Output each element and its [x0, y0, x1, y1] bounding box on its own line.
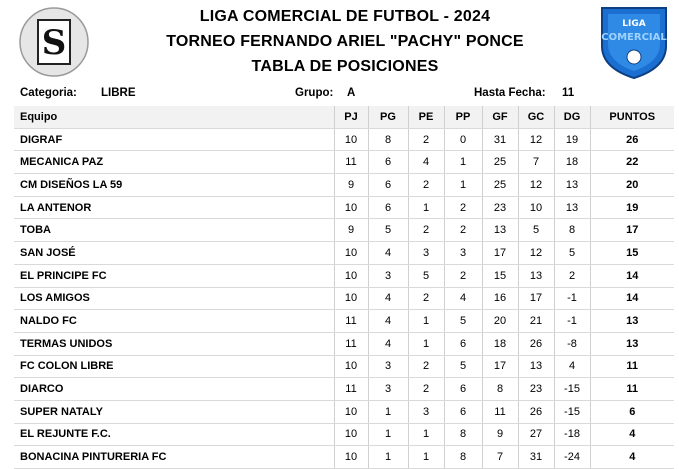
cell-team: SAN JOSÉ	[14, 242, 334, 265]
cell-gf: 9	[482, 423, 518, 446]
header	[0, 0, 679, 84]
column-header-pp: PP	[444, 106, 482, 128]
table-body	[14, 128, 674, 468]
liga-comercial-shield-icon	[596, 2, 672, 80]
cell-team: BONACINA PINTURERIA FC	[14, 446, 334, 469]
cell-pj: 10	[334, 287, 368, 310]
cell-dg: 2	[554, 264, 590, 287]
cell-puntos: 11	[590, 355, 674, 378]
cell-dg: 19	[554, 128, 590, 151]
cell-team: LA ANTENOR	[14, 196, 334, 219]
cell-pe: 2	[408, 378, 444, 401]
cell-gc: 21	[518, 310, 554, 333]
cell-pp: 2	[444, 196, 482, 219]
cell-gf: 25	[482, 151, 518, 174]
cell-pe: 5	[408, 264, 444, 287]
cell-gc: 7	[518, 151, 554, 174]
table-row	[14, 242, 674, 265]
cell-pg: 4	[368, 310, 408, 333]
cell-pj: 11	[334, 151, 368, 174]
cell-gc: 26	[518, 400, 554, 423]
cell-puntos: 20	[590, 174, 674, 197]
title-block	[110, 4, 580, 79]
cell-gf: 15	[482, 264, 518, 287]
cell-gf: 18	[482, 332, 518, 355]
table-row	[14, 287, 674, 310]
cell-pg: 1	[368, 446, 408, 469]
cell-team: NALDO FC	[14, 310, 334, 333]
cell-team: DIGRAF	[14, 128, 334, 151]
cell-pp: 1	[444, 151, 482, 174]
table-row	[14, 151, 674, 174]
cell-pj: 10	[334, 400, 368, 423]
column-header-gf: GF	[482, 106, 518, 128]
cell-pj: 9	[334, 174, 368, 197]
column-header-pe: PE	[408, 106, 444, 128]
cell-puntos: 11	[590, 378, 674, 401]
cell-dg: 13	[554, 174, 590, 197]
table-row	[14, 264, 674, 287]
cell-pg: 4	[368, 332, 408, 355]
cell-gc: 26	[518, 332, 554, 355]
cell-pg: 1	[368, 423, 408, 446]
cell-pe: 2	[408, 174, 444, 197]
table-header-row	[14, 106, 674, 128]
cell-pj: 11	[334, 378, 368, 401]
cell-gf: 11	[482, 400, 518, 423]
cell-gc: 12	[518, 174, 554, 197]
cell-pp: 3	[444, 242, 482, 265]
cell-puntos: 14	[590, 264, 674, 287]
cell-team: SUPER NATALY	[14, 400, 334, 423]
cell-pe: 1	[408, 446, 444, 469]
cell-dg: 5	[554, 242, 590, 265]
cell-puntos: 13	[590, 332, 674, 355]
cell-team: CM DISEÑOS LA 59	[14, 174, 334, 197]
cell-puntos: 26	[590, 128, 674, 151]
table-row	[14, 423, 674, 446]
table-row	[14, 400, 674, 423]
cell-pp: 8	[444, 446, 482, 469]
cell-puntos: 19	[590, 196, 674, 219]
cell-dg: -15	[554, 378, 590, 401]
column-header-pg: PG	[368, 106, 408, 128]
cell-puntos: 4	[590, 423, 674, 446]
cell-team: LOS AMIGOS	[14, 287, 334, 310]
cell-team: EL REJUNTE F.C.	[14, 423, 334, 446]
cell-pe: 2	[408, 355, 444, 378]
cell-pg: 3	[368, 264, 408, 287]
column-header-puntos: PUNTOS	[590, 106, 674, 128]
tournament-title: TORNEO FERNANDO ARIEL "PACHY" PONCE	[166, 33, 524, 50]
cell-gc: 12	[518, 128, 554, 151]
cell-gf: 31	[482, 128, 518, 151]
cell-gc: 10	[518, 196, 554, 219]
cell-puntos: 13	[590, 310, 674, 333]
cell-pp: 5	[444, 355, 482, 378]
cell-pp: 6	[444, 400, 482, 423]
cell-dg: -18	[554, 423, 590, 446]
cell-pp: 4	[444, 287, 482, 310]
cell-gf: 25	[482, 174, 518, 197]
cell-gc: 13	[518, 355, 554, 378]
svg-text:COMERCIAL: COMERCIAL	[601, 32, 667, 43]
cell-team: EL PRINCIPE FC	[14, 264, 334, 287]
cell-puntos: 6	[590, 400, 674, 423]
table-row	[14, 378, 674, 401]
cell-pe: 1	[408, 310, 444, 333]
cell-pg: 4	[368, 287, 408, 310]
cell-puntos: 14	[590, 287, 674, 310]
cell-pg: 1	[368, 400, 408, 423]
cell-pp: 6	[444, 378, 482, 401]
cell-pe: 3	[408, 400, 444, 423]
cell-pe: 3	[408, 242, 444, 265]
column-header-pj: PJ	[334, 106, 368, 128]
cell-dg: 8	[554, 219, 590, 242]
cell-pj: 10	[334, 446, 368, 469]
cell-gc: 5	[518, 219, 554, 242]
info-bar	[0, 84, 679, 104]
fecha-value: 11	[562, 87, 575, 99]
standings-table	[14, 106, 674, 469]
cell-team: TERMAS UNIDOS	[14, 332, 334, 355]
cell-pj: 10	[334, 355, 368, 378]
cell-puntos: 4	[590, 446, 674, 469]
cell-pg: 3	[368, 378, 408, 401]
cell-gf: 20	[482, 310, 518, 333]
cell-dg: -1	[554, 287, 590, 310]
cell-gf: 17	[482, 355, 518, 378]
cell-pg: 5	[368, 219, 408, 242]
cell-dg: -8	[554, 332, 590, 355]
cell-pe: 2	[408, 287, 444, 310]
categoria-value: LIBRE	[101, 87, 136, 99]
cell-pj: 10	[334, 264, 368, 287]
cell-pp: 1	[444, 174, 482, 197]
cell-gf: 16	[482, 287, 518, 310]
cell-gf: 8	[482, 378, 518, 401]
cell-pe: 2	[408, 219, 444, 242]
cell-pe: 1	[408, 423, 444, 446]
cell-team: TOBA	[14, 219, 334, 242]
categoria-label: Categoria:	[20, 87, 77, 99]
cell-puntos: 22	[590, 151, 674, 174]
cell-team: DIARCO	[14, 378, 334, 401]
fecha-label: Hasta Fecha:	[474, 87, 546, 99]
cell-team: FC COLON LIBRE	[14, 355, 334, 378]
cell-gc: 17	[518, 287, 554, 310]
cell-gf: 7	[482, 446, 518, 469]
league-title: LIGA COMERCIAL DE FUTBOL - 2024	[199, 8, 491, 25]
cell-pj: 10	[334, 196, 368, 219]
cell-pg: 6	[368, 151, 408, 174]
svg-text:S: S	[41, 23, 67, 63]
cell-pj: 10	[334, 242, 368, 265]
cell-pe: 1	[408, 332, 444, 355]
cell-pe: 4	[408, 151, 444, 174]
table-row	[14, 196, 674, 219]
cell-dg: 13	[554, 196, 590, 219]
cell-pj: 10	[334, 423, 368, 446]
svg-text:LIGA: LIGA	[622, 19, 646, 29]
cell-gf: 17	[482, 242, 518, 265]
cell-pp: 2	[444, 264, 482, 287]
table-row	[14, 310, 674, 333]
cell-gc: 31	[518, 446, 554, 469]
cell-dg: 4	[554, 355, 590, 378]
cell-pp: 0	[444, 128, 482, 151]
grupo-value: A	[347, 87, 356, 99]
cell-pj: 10	[334, 128, 368, 151]
cell-pp: 5	[444, 310, 482, 333]
cell-gf: 23	[482, 196, 518, 219]
cell-puntos: 15	[590, 242, 674, 265]
table-title: TABLA DE POSICIONES	[251, 58, 439, 75]
cell-gc: 13	[518, 264, 554, 287]
cell-gc: 23	[518, 378, 554, 401]
column-header-gc: GC	[518, 106, 554, 128]
cell-team: MECANICA PAZ	[14, 151, 334, 174]
cell-pj: 11	[334, 332, 368, 355]
cell-gc: 12	[518, 242, 554, 265]
cell-pp: 8	[444, 423, 482, 446]
cell-pj: 11	[334, 310, 368, 333]
cell-pe: 1	[408, 196, 444, 219]
table-row	[14, 219, 674, 242]
cell-pj: 9	[334, 219, 368, 242]
cell-pe: 2	[408, 128, 444, 151]
grupo-label: Grupo:	[295, 87, 334, 99]
league-s-logo-icon	[18, 6, 90, 78]
table-row	[14, 128, 674, 151]
table-row	[14, 446, 674, 469]
cell-pg: 6	[368, 174, 408, 197]
table-row	[14, 174, 674, 197]
cell-dg: -24	[554, 446, 590, 469]
table-row	[14, 332, 674, 355]
cell-pg: 4	[368, 242, 408, 265]
cell-pg: 6	[368, 196, 408, 219]
cell-pp: 2	[444, 219, 482, 242]
cell-dg: 18	[554, 151, 590, 174]
cell-gf: 13	[482, 219, 518, 242]
cell-dg: -15	[554, 400, 590, 423]
column-header-team: Equipo	[14, 106, 334, 128]
cell-dg: -1	[554, 310, 590, 333]
cell-gc: 27	[518, 423, 554, 446]
cell-pg: 3	[368, 355, 408, 378]
cell-pp: 6	[444, 332, 482, 355]
table-row	[14, 355, 674, 378]
column-header-dg: DG	[554, 106, 590, 128]
cell-pg: 8	[368, 128, 408, 151]
cell-puntos: 17	[590, 219, 674, 242]
